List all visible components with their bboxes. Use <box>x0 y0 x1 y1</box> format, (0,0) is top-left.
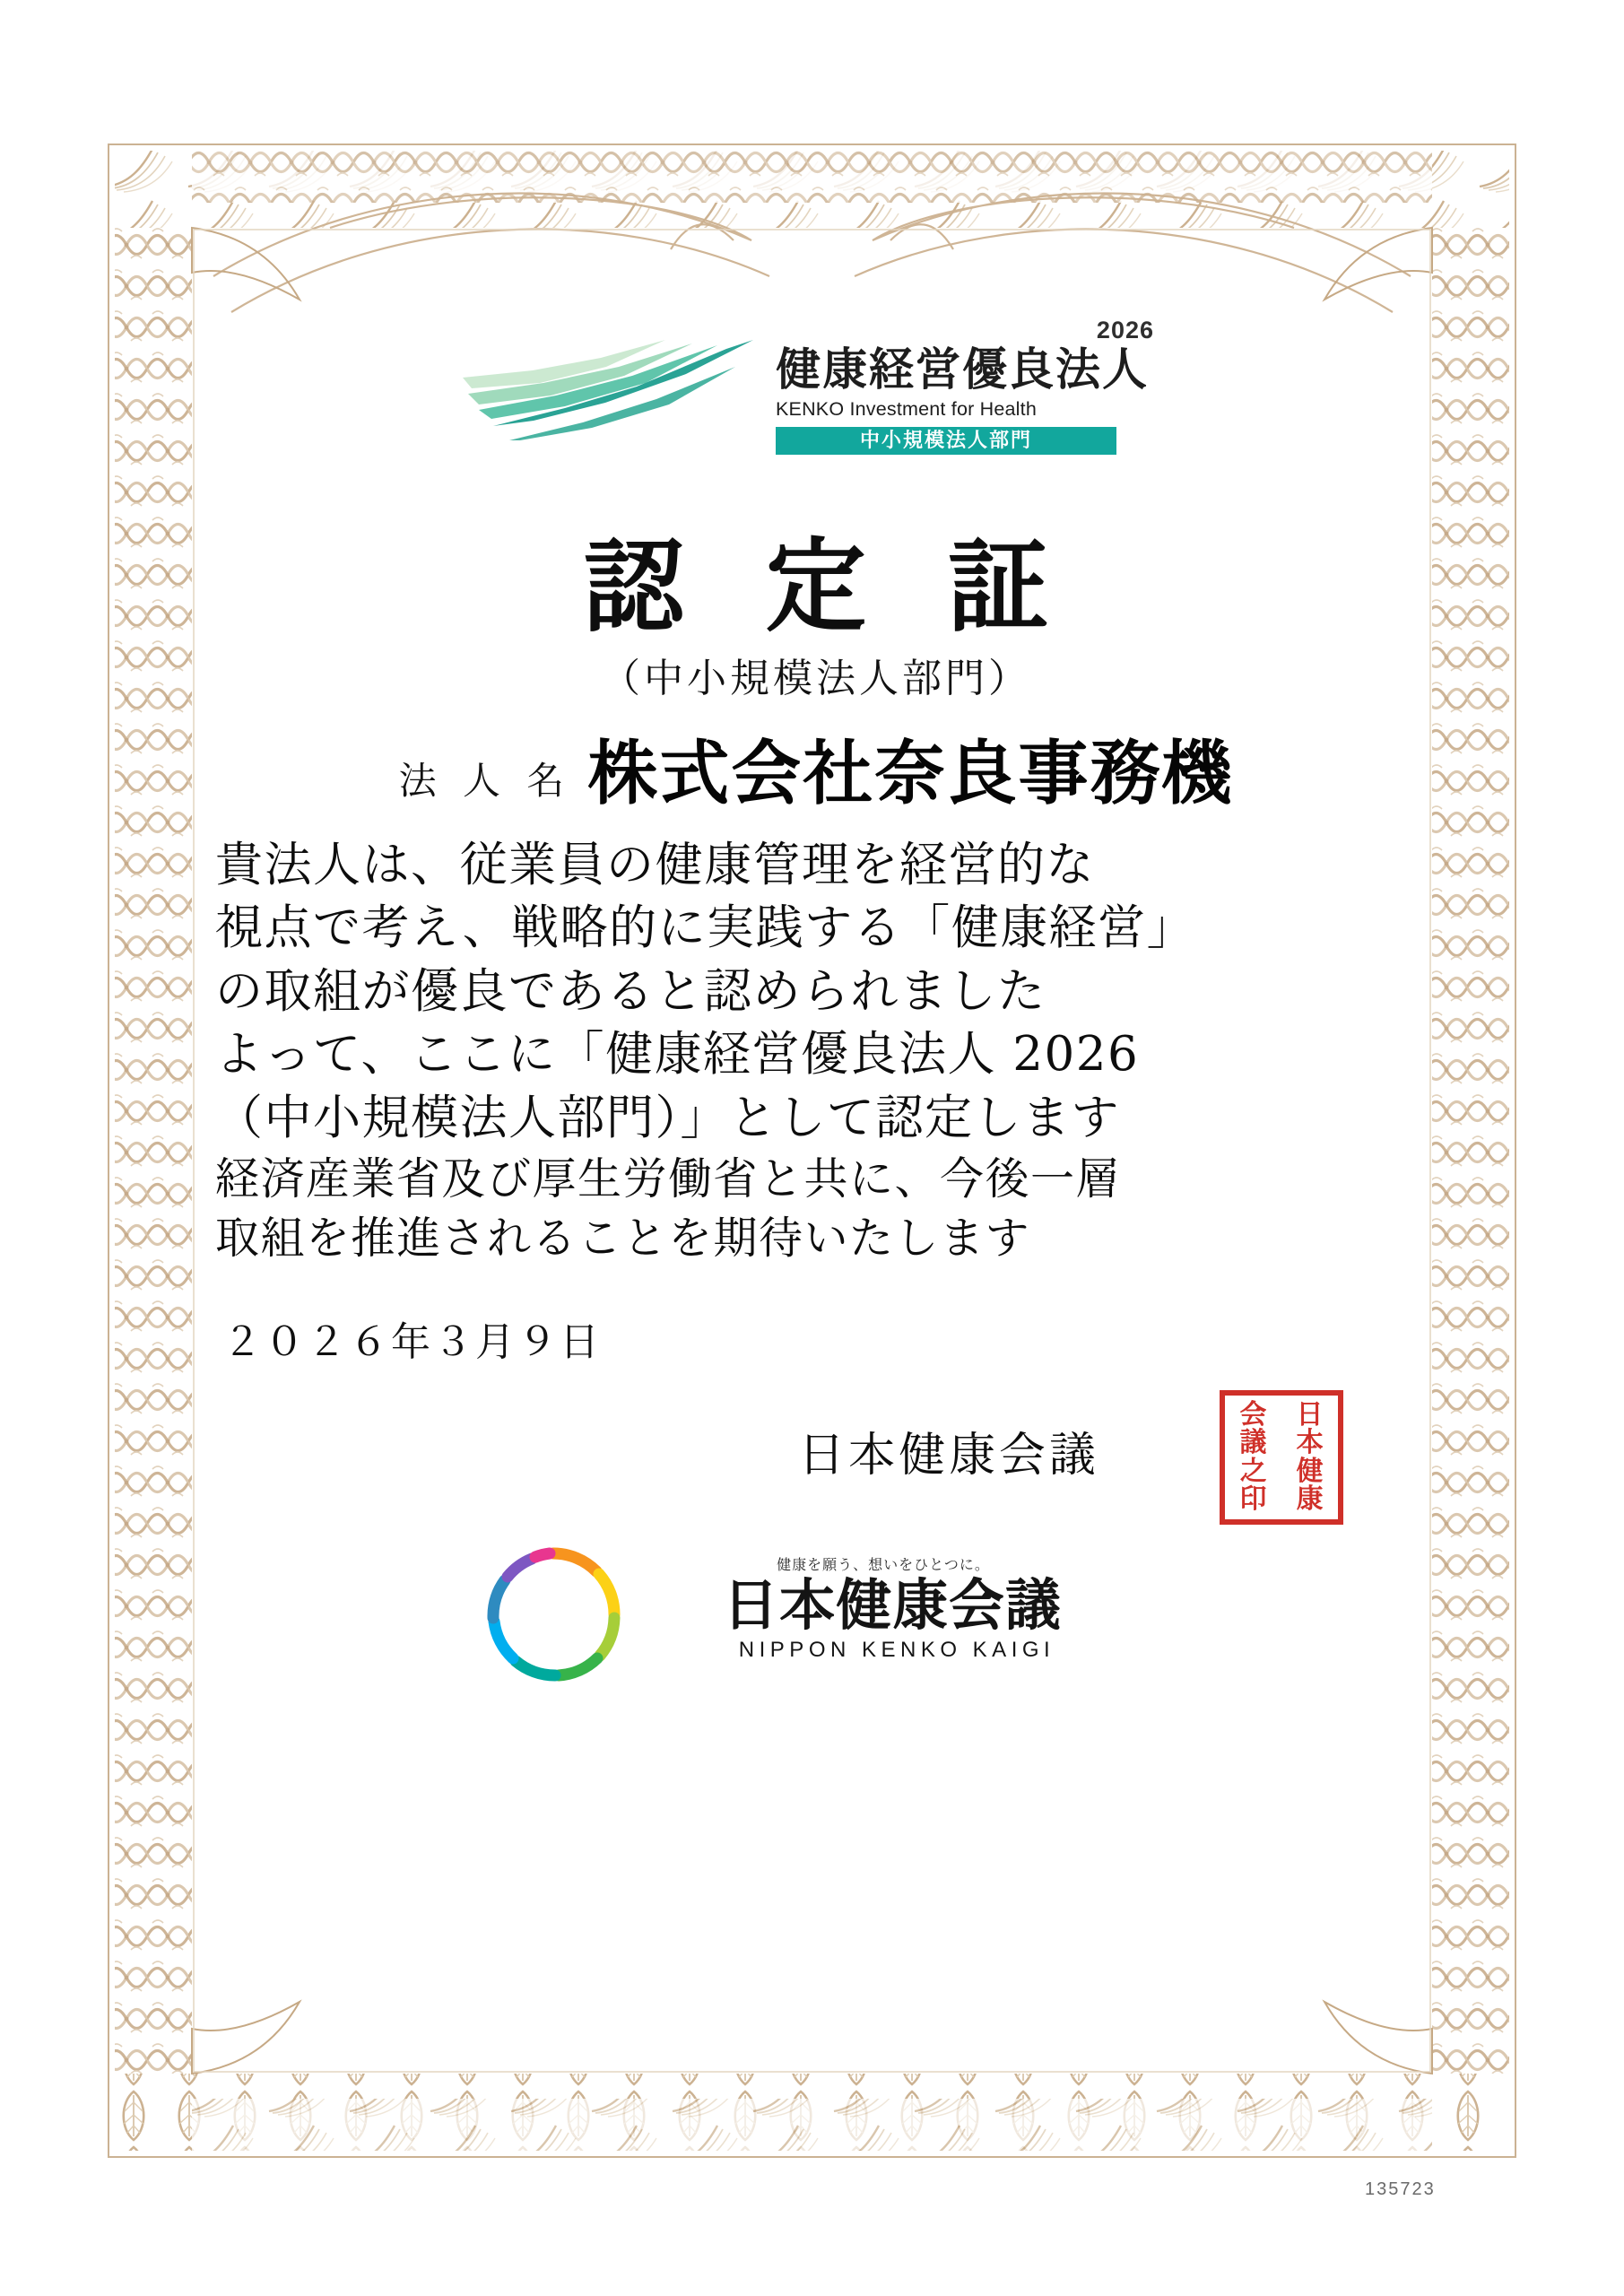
footer-logo-romaji: NIPPON KENKO KAIGI <box>738 1638 1055 1663</box>
corporation-name-value: 株式会社奈良事務機 <box>587 733 1234 814</box>
body-line: 視点で考え、戦略的に実践する「健康経営」 <box>215 900 1196 956</box>
kenko-investment-logo <box>457 318 1211 480</box>
kenko-logo-year: 2026 <box>1096 317 1154 344</box>
seal-column-right <box>1281 1396 1338 1519</box>
seal-char: 印 <box>1239 1483 1267 1515</box>
body-line: 貴法人は、従業員の健康管理を経営的な <box>215 838 1095 892</box>
seal-column-left <box>1225 1396 1281 1519</box>
issuer-name: 日本健康会議 <box>798 1429 1100 1483</box>
footer-logo-tagline: 健康を願う、想いをひとつに。 <box>777 1556 990 1573</box>
seal-char: 本 <box>1296 1427 1324 1459</box>
serial-number: 135723 <box>1365 2179 1436 2199</box>
official-seal-stamp <box>1220 1390 1343 1525</box>
issue-date: ２０２６年３月９日 <box>222 1319 602 1365</box>
corporation-name-label: 法 人 名 <box>398 759 572 803</box>
body-line: よって、ここに「健康経営優良法人 2026 <box>215 1027 1140 1083</box>
body-line: の取組が優良であると認められました <box>215 963 1046 1019</box>
kenko-logo-title: 健康経営優良法人 <box>776 344 1149 396</box>
seal-char: 之 <box>1239 1455 1267 1487</box>
kenko-logo-subtitle: KENKO Investment for Health <box>776 398 1037 420</box>
kenko-logo-category-badge: 中小規模法人部門 <box>776 427 1116 455</box>
seal-char: 健 <box>1296 1455 1324 1487</box>
body-line: （中小規模法人部門）」として認定します <box>215 1090 1120 1145</box>
rainbow-ring-icon <box>480 1541 628 1689</box>
certificate-title: 認 定 証 <box>584 528 1072 646</box>
seal-char: 康 <box>1296 1483 1324 1515</box>
seal-char: 会 <box>1239 1399 1267 1431</box>
body-line: 取組を推進されることを期待いたします <box>215 1212 1031 1264</box>
certificate-body <box>215 834 1417 1267</box>
certificate-content <box>206 296 1426 2108</box>
nippon-kenko-kaigi-logo <box>480 1534 1161 1704</box>
body-line: 経済産業省及び厚生労働省と共に、今後一層 <box>215 1153 1122 1205</box>
footer-logo-name: 日本健康会議 <box>722 1572 1062 1638</box>
corporation-name-row <box>206 718 1426 818</box>
seal-char: 日 <box>1296 1399 1324 1431</box>
seal-char: 議 <box>1239 1427 1267 1459</box>
kenko-swoosh-icon <box>457 327 771 453</box>
certificate-subtitle: （中小規模法人部門） <box>601 656 1031 701</box>
